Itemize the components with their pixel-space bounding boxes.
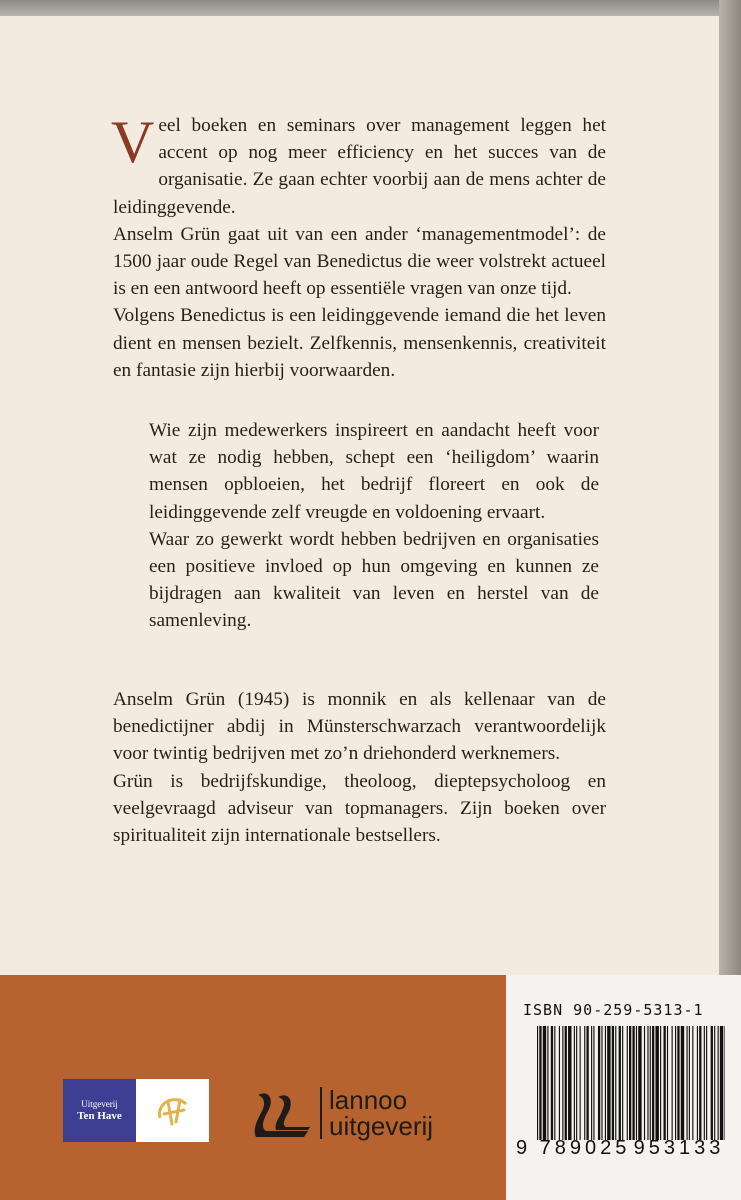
quote-paragraph-1: Wie zijn medewerkers inspireert en aandacht heeft voor wat ze nodig hebben, schept een ‘heiligdom’ waarin mensen opbloeien, het bedrijf floreert en ook de leidinggevende zelf vreugde en voldoening ervaart.: [149, 420, 599, 523]
barcode-bar: [699, 1026, 701, 1140]
barcode-icon: [537, 1026, 725, 1140]
barcode-bar: [562, 1026, 563, 1140]
barcode-bar: [619, 1026, 621, 1140]
barcode-bar: [554, 1026, 555, 1140]
barcode-bar: [586, 1026, 588, 1140]
barcode-bar: [607, 1026, 610, 1140]
barcode-bar: [724, 1026, 725, 1140]
right-edge: [719, 0, 741, 975]
barcode-bar: [647, 1026, 648, 1140]
barcode-bar: [677, 1026, 679, 1140]
author-bio: [113, 686, 606, 849]
ten-have-mark: [136, 1079, 209, 1142]
barcode-bar: [720, 1026, 723, 1140]
barcode-bar: [706, 1026, 707, 1140]
isbn-label: ISBN 90-259-5313-1: [523, 1001, 704, 1019]
barcode-bar: [584, 1026, 585, 1140]
barcode-bar: [605, 1026, 606, 1140]
barcode-bar: [601, 1026, 602, 1140]
barcode-bar: [622, 1026, 623, 1140]
barcode-bar: [539, 1026, 541, 1140]
ean-left-group: 789025: [539, 1137, 631, 1159]
barcode-bar: [627, 1026, 628, 1140]
barcode-bar: [636, 1026, 637, 1140]
barcode-bar: [692, 1026, 693, 1140]
barcode-bar: [638, 1026, 641, 1140]
barcode-bar: [593, 1026, 594, 1140]
intro-text-1: eel boeken en seminars over management leggen het accent op nog meer efficiency en het succes van de organisatie. Ze gaan echter voorbij aan de mens achter de leidinggevende.: [113, 115, 606, 218]
barcode-bar: [547, 1026, 548, 1140]
ean-right-group: 953133: [633, 1137, 725, 1159]
barcode-bar: [664, 1026, 666, 1140]
barcode-bar: [675, 1026, 676, 1140]
blurb-quote: [149, 417, 599, 635]
barcode-bar: [612, 1026, 614, 1140]
barcode-bar: [615, 1026, 616, 1140]
barcode-bar: [537, 1026, 538, 1140]
blurb-intro: [111, 109, 606, 384]
bio-paragraph-2: Grün is bedrijfskundige, theoloog, dieptepsycholoog en veelgevraagd adviseur van topmanagers. Zijn boeken over spiritualiteit zijn internationale bestsellers.: [113, 770, 606, 847]
lannoo-line-2: uitgeverij: [329, 1111, 434, 1141]
drop-cap: V: [111, 109, 155, 175]
barcode-bar: [580, 1026, 581, 1140]
barcode-bar: [568, 1026, 571, 1140]
barcode-bar: [718, 1026, 719, 1140]
barcode-bar: [551, 1026, 553, 1140]
barcode-bar: [650, 1026, 651, 1140]
ean-number: [516, 1137, 732, 1160]
barcode-bar: [689, 1026, 690, 1140]
barcode-bar: [652, 1026, 654, 1140]
ten-have-name: Ten Have: [77, 1109, 122, 1122]
barcode-bar: [697, 1026, 698, 1140]
ean-first-digit: 9: [516, 1137, 528, 1159]
barcode-bar: [629, 1026, 631, 1140]
barcode-bar: [598, 1026, 600, 1140]
lannoo-logo-icon: [252, 1080, 433, 1146]
barcode-bar: [704, 1026, 705, 1140]
top-edge: [0, 0, 741, 16]
barcode-bar: [632, 1026, 634, 1140]
barcode-bar: [655, 1026, 658, 1140]
lannoo-line-1: lannoo: [329, 1085, 408, 1115]
intro-paragraph-3: Volgens Benedictus is een leidinggevende iemand die het leven dient en mensen bezielt. Zelfkennis, mensenkennis, creativiteit en fantasie zijn hierbij voorwaarden.: [113, 305, 606, 381]
barcode-bar: [559, 1026, 560, 1140]
quote-paragraph-2: Waar zo gewerkt wordt hebben bedrijven en organisaties een positieve invloed op hun omgeving en kunnen ze bijdragen aan kwaliteit van leven en herstel van de samenleving.: [149, 528, 599, 632]
barcode-bar: [687, 1026, 688, 1140]
bio-paragraph-1: Anselm Grün (1945) is monnik en als kellenaar van de benedictijner abdij in Münsterschwarzach verantwoordelijk voor twintig bedrijven met zo’n driehonderd werknemers.: [113, 689, 606, 765]
barcode-bar: [711, 1026, 713, 1140]
barcode-bar: [644, 1026, 645, 1140]
ten-have-logo-blue: [63, 1079, 136, 1142]
barcode-bar: [660, 1026, 661, 1140]
barcode-bar: [574, 1026, 575, 1140]
intro-paragraph-2: Anselm Grün gaat uit van een ander ‘managementmodel’: de 1500 jaar oude Regel van Benedictus die weer volstrekt actueel is en een antwoord heeft op essentiële vragen van onze tijd.: [113, 223, 606, 300]
barcode-bar: [543, 1026, 546, 1140]
barcode-bar: [591, 1026, 592, 1140]
lannoo-wordmark: [320, 1087, 433, 1139]
lannoo-mark-icon: [252, 1087, 314, 1139]
ten-have-logo-icon: [63, 1079, 209, 1142]
intro-paragraph-1: [111, 109, 606, 221]
barcode-bar: [667, 1026, 668, 1140]
barcode-bar: [565, 1026, 567, 1140]
barcode-bar: [714, 1026, 715, 1140]
barcode-bar: [672, 1026, 673, 1140]
ten-have-small-text: Uitgeverij: [81, 1098, 118, 1109]
barcode-bar: [576, 1026, 577, 1140]
barcode-bar: [681, 1026, 684, 1140]
ten-have-swirl-icon: [150, 1088, 196, 1134]
